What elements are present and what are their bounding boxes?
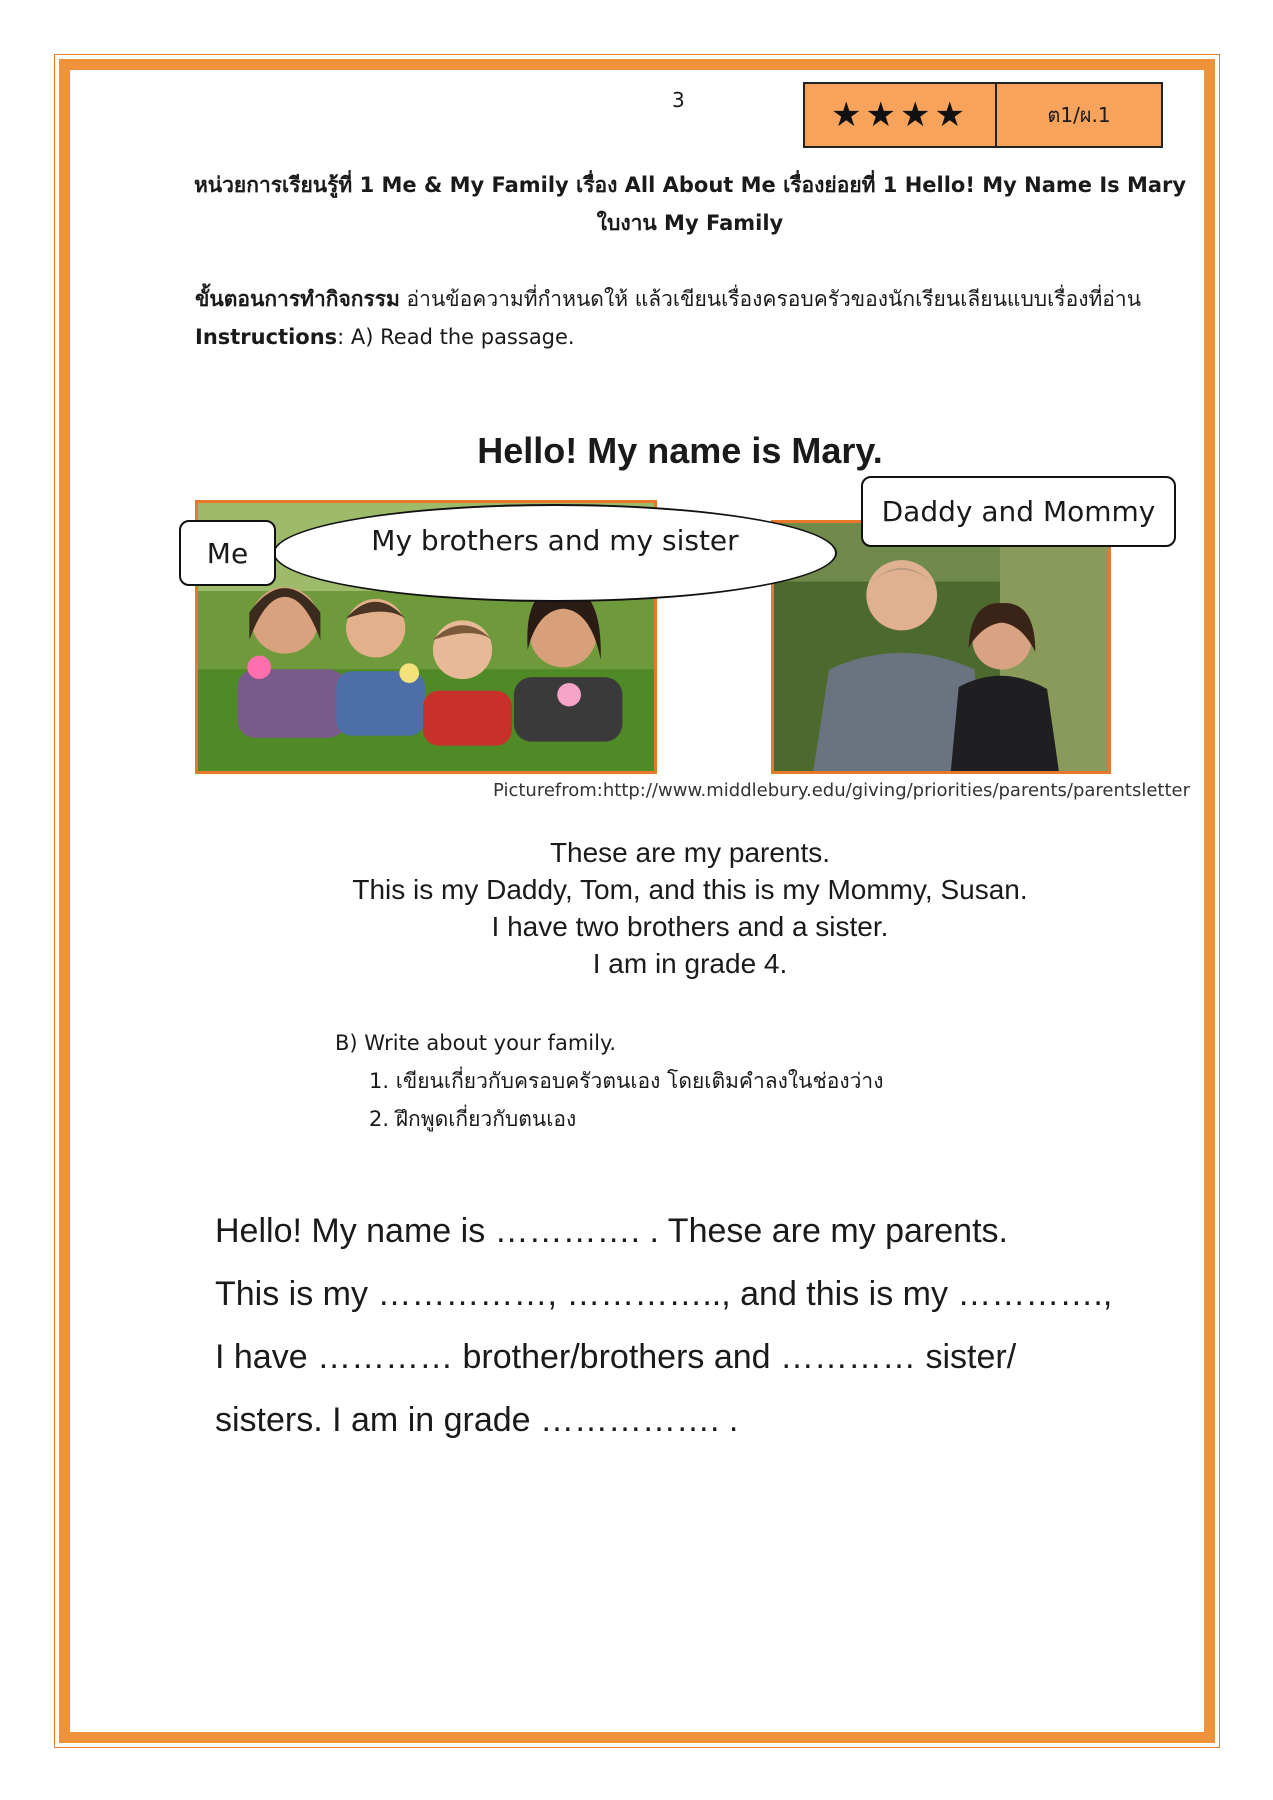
task-b-steps <box>335 1062 883 1138</box>
thai-instructions-label: ขั้นตอนการทำกิจกรรม <box>195 287 400 311</box>
unit-title-line1: หน่วยการเรียนรู้ที่ 1 Me & My Family เรื่อง All About Me เรื่องย่อยที่ 1 Hello! My Name Is Mary <box>193 173 1187 197</box>
passage-title: Hello! My name is Mary. <box>477 430 883 471</box>
unit-title <box>160 166 1220 242</box>
rating-stars: ★★★★ <box>805 84 997 146</box>
task-b <box>335 1024 883 1138</box>
passage-line: I have two brothers and a sister. <box>491 911 889 942</box>
parents-label: Daddy and Mommy <box>861 476 1176 547</box>
standard-code: ต1/ผ.1 <box>1047 103 1111 127</box>
task-b-heading: B) Write about your family. <box>335 1031 617 1055</box>
me-label: Me <box>179 520 276 586</box>
english-instructions <box>195 318 1175 356</box>
task-step: 2. ฝึกพูดเกี่ยวกับตนเอง <box>369 1107 577 1131</box>
cloze-exercise <box>215 1200 1215 1452</box>
page-number: 3 <box>672 88 685 112</box>
task-step: 1. เขียนเกี่ยวกับครอบครัวตนเอง โดยเติมคำลงในช่องว่าง <box>369 1069 884 1093</box>
passage-line: This is my Daddy, Tom, and this is my Mommy, Susan. <box>352 874 1028 905</box>
cloze-line[interactable]: This is my ……………, ………….., and this is my …………., <box>215 1275 1113 1313</box>
english-instructions-text: : A) Read the passage. <box>337 325 575 349</box>
rating-box <box>803 82 1163 148</box>
siblings-label: My brothers and my sister <box>273 504 837 602</box>
cloze-line[interactable]: Hello! My name is …………. . These are my parents. <box>215 1212 1008 1250</box>
instructions <box>195 280 1175 356</box>
thai-instructions-text: อ่านข้อความที่กำหนดให้ แล้วเขียนเรื่องครอบครัวของนักเรียนเลียนแบบเรื่องที่อ่าน <box>399 287 1142 311</box>
picture-credit: Picturefrom:http://www.middlebury.edu/giving/priorities/parents/parentsletter <box>493 780 1190 801</box>
passage-line: I am in grade 4. <box>592 948 788 979</box>
english-instructions-label: Instructions <box>195 325 338 349</box>
cloze-line[interactable]: sisters. I am in grade ……………. . <box>215 1401 739 1439</box>
passage-line: These are my parents. <box>549 837 831 868</box>
passage-text <box>220 834 1160 982</box>
worksheet-title: ใบงาน My Family <box>596 211 784 235</box>
thai-instructions <box>195 280 1175 318</box>
cloze-line[interactable]: I have ………… brother/brothers and ………… sister/ <box>215 1338 1017 1376</box>
